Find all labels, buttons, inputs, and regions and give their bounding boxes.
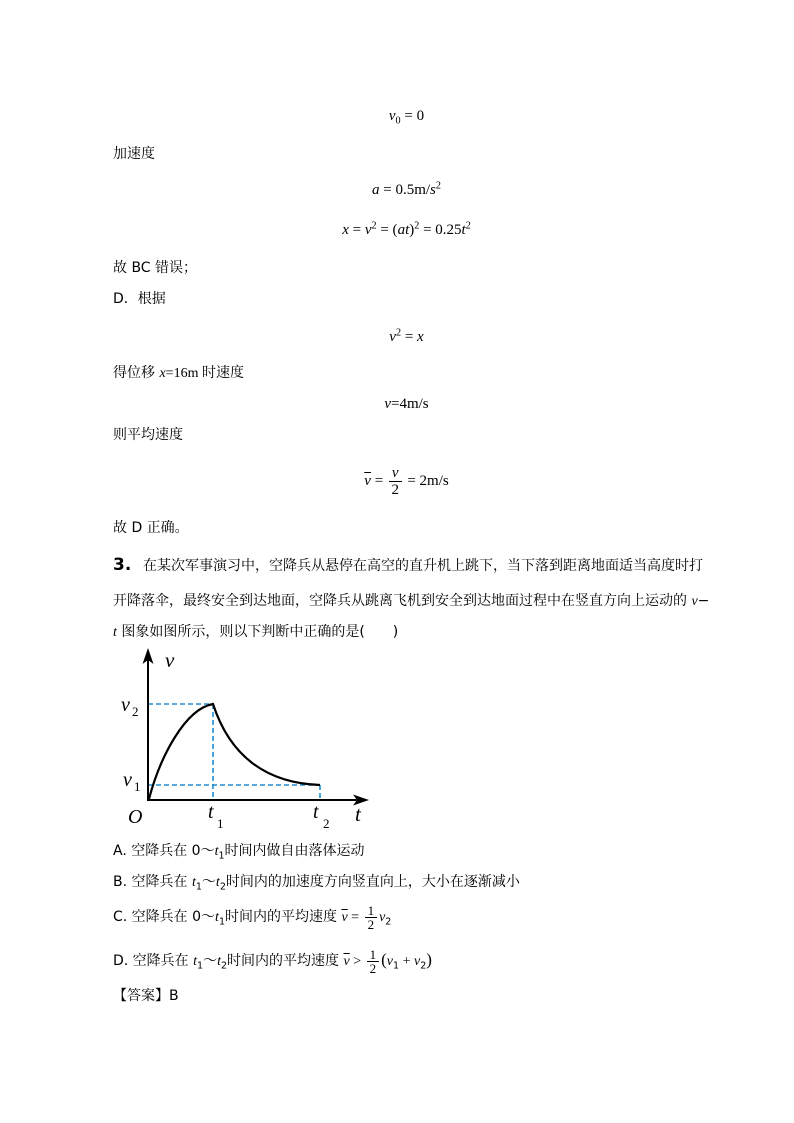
question-number: 3. [113, 555, 132, 575]
option-tail: 时间内做自由落体运动 [224, 843, 365, 859]
vt-graph [105, 645, 375, 835]
var-t: t [113, 625, 117, 640]
subscript: 2 [385, 916, 392, 928]
option-lead: C. 空降兵在 0～ [113, 909, 216, 925]
v1-label-subscript: 1 [134, 779, 141, 794]
t2-label-subscript: 2 [323, 816, 330, 831]
t1-label-subscript: 1 [217, 816, 224, 831]
var-x: x [342, 222, 349, 238]
v2-label: v [121, 694, 130, 716]
var-a: a [372, 182, 380, 198]
equals-coeff: = 0.25 [419, 222, 462, 238]
equation-displacement [113, 221, 700, 239]
displacement-suffix: =16m 时速度 [165, 366, 244, 381]
equation-speed [113, 395, 700, 413]
var-at: at [397, 222, 410, 238]
axis-label-t: t [355, 802, 361, 826]
superscript: 2 [465, 220, 471, 232]
displacement-text [113, 364, 244, 383]
subscript: 1 [218, 916, 225, 928]
subscript: 1 [393, 960, 400, 972]
superscript: 2 [414, 220, 420, 232]
unit-s: s [430, 182, 436, 198]
equation-average-speed [113, 463, 700, 499]
equation-rest: =4m/s [391, 396, 429, 412]
equals: = [401, 329, 418, 345]
t2-label: t [313, 801, 319, 823]
question-text: 图象如图所示，则以下判断中正确的是( ) [116, 624, 399, 640]
fraction [367, 948, 380, 975]
var-t: t [191, 875, 196, 890]
fraction [389, 465, 402, 498]
option-b [113, 873, 520, 892]
option-lead: A. 空降兵在 0～ [113, 843, 215, 859]
v1-label: v [123, 769, 132, 791]
answer: 【答案】B [113, 988, 179, 1004]
tilde: ～ [203, 953, 218, 969]
operator: > [349, 954, 365, 969]
plus: + [399, 954, 414, 969]
var-t: t [193, 954, 198, 969]
option-lead: B. 空降兵在 [113, 874, 192, 890]
origin-label: O [128, 806, 143, 828]
d-correct-text: 故 D 正确。 [113, 520, 189, 536]
equation-v0 [113, 107, 700, 125]
question-line-1 [113, 556, 703, 575]
equals-open: = ( [376, 222, 398, 238]
subscript: 0 [395, 115, 401, 127]
var-v: v [384, 396, 392, 412]
dashed-guides [148, 704, 320, 800]
var-t: t [215, 910, 219, 925]
equation-acceleration [113, 181, 700, 199]
superscript: 2 [395, 327, 402, 339]
operator: = [347, 910, 363, 925]
average-speed-label: 则平均速度 [113, 427, 183, 443]
t1-label: t [208, 801, 214, 823]
equation-rest: = 2m/s [403, 473, 449, 489]
var-v-bar: $\overline{v}$ [341, 910, 348, 925]
fraction-denominator: 2 [391, 482, 399, 499]
option-tail: 时间内的加速度方向竖直向上，大小在逐渐减小 [225, 874, 520, 890]
axis-label-v: v [165, 648, 175, 672]
question-text: 开降落伞，最终安全到达地面，空降兵从跳离飞机到安全到达地面过程中在竖直方向上运动的 [113, 593, 692, 609]
equation-rest: = 0 [400, 108, 425, 124]
var-v-bar: $\overline{v}$ [343, 954, 350, 969]
var-t: t [217, 954, 221, 969]
var-t: t [214, 844, 219, 859]
var-v: v [379, 910, 386, 925]
var-t: t [215, 875, 220, 890]
fraction-numerator: 1 [365, 904, 378, 918]
close-paren: ) [409, 222, 415, 238]
question-line-3 [113, 623, 398, 642]
question-line-2 [113, 592, 709, 611]
fraction [365, 904, 378, 931]
equals: = [370, 473, 387, 489]
var-x: x [159, 366, 166, 381]
option-d [113, 944, 432, 978]
option-mid: 时间内的平均速度 [225, 909, 342, 925]
question-text: 在某次军事演习中，空降兵从悬停在高空的直升机上跳下，当下落到距离地面适当高度时打 [143, 558, 703, 574]
fraction-numerator: 1 [367, 948, 380, 962]
subscript: 1 [218, 850, 225, 862]
var-v: v [691, 594, 698, 609]
var-v: v [389, 329, 396, 345]
var-t: t [461, 222, 466, 238]
displacement-prefix: 得位移 [113, 365, 160, 381]
var-v: v [413, 954, 421, 969]
d-basis-text: D．根据 [113, 291, 166, 307]
var-v-bar: $\overline{v}$ [364, 473, 371, 489]
acceleration-label: 加速度 [113, 146, 155, 162]
option-lead: D. 空降兵在 [113, 953, 194, 969]
close-paren: ) [426, 950, 432, 969]
option-c [113, 902, 391, 933]
option-mid: 时间内的平均速度 [227, 953, 344, 969]
subscript: 2 [219, 881, 226, 893]
fraction-numerator: v [389, 465, 402, 482]
var-x: x [417, 329, 424, 345]
var-v: v [364, 222, 372, 238]
open-paren: ( [381, 950, 387, 969]
fraction-denominator: 2 [369, 960, 377, 976]
tilde: ～ [201, 874, 216, 890]
equation-mid: = 0.5m/ [379, 182, 431, 198]
subscript: 2 [420, 960, 427, 972]
dash: − [697, 593, 710, 609]
subscript: 2 [220, 960, 228, 972]
superscript: 2 [371, 220, 377, 232]
var-v: v [386, 954, 394, 969]
equals: = [348, 222, 365, 238]
superscript: 2 [435, 180, 441, 192]
var-v: v [388, 108, 396, 124]
v2-label-subscript: 2 [132, 704, 139, 719]
fraction-denominator: 2 [367, 916, 375, 932]
bc-wrong-text: 故 BC 错误； [113, 260, 198, 276]
equation-v-squared [113, 328, 700, 346]
subscript: 1 [195, 881, 202, 893]
subscript: 1 [197, 960, 204, 972]
option-a [113, 842, 365, 861]
